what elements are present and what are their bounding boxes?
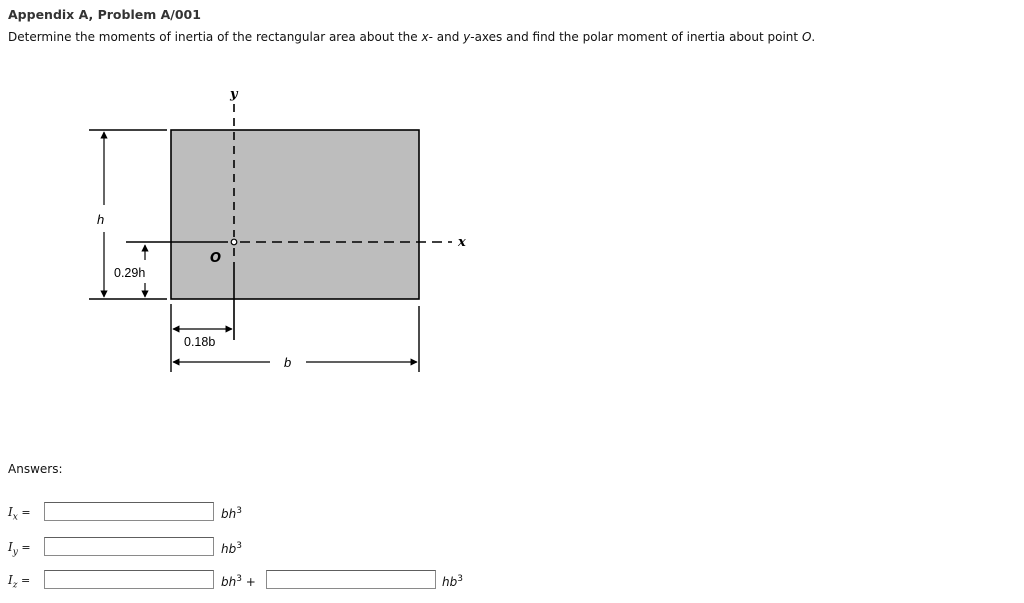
iz-unit1: [221, 574, 256, 589]
ix-letter: I: [8, 505, 13, 519]
label-018b: 0.18b: [184, 335, 216, 349]
origin-point: [231, 239, 237, 245]
desc-x: x: [421, 30, 429, 44]
desc-text-4: .: [811, 30, 816, 44]
ix-input[interactable]: [44, 502, 214, 521]
desc-text-3: -axes and find the polar moment of inertia about point: [470, 30, 802, 44]
iy-unit-exp: 3: [236, 541, 242, 551]
desc-y: y: [463, 30, 471, 44]
iy-unit-base: hb: [221, 542, 237, 556]
desc-text-2: - and: [428, 30, 464, 44]
ix-eq: =: [17, 506, 31, 519]
iz-eq: =: [17, 574, 31, 587]
label-b: b: [284, 355, 292, 370]
iy-unit: [221, 541, 242, 556]
label-x: x: [458, 235, 466, 250]
label-h: h: [97, 212, 105, 227]
iz-unit2: [442, 574, 463, 589]
iy-letter: I: [8, 540, 13, 554]
iz-unit1-base: bh: [221, 575, 237, 589]
iz-input-bh3[interactable]: [44, 570, 214, 589]
iz-unit2-exp: 3: [457, 574, 463, 584]
label-O: O: [210, 251, 222, 266]
answers-label: Answers:: [8, 462, 63, 476]
ix-unit: [221, 506, 242, 521]
rectangle-area: [171, 130, 419, 299]
iz-unit2-base: hb: [442, 575, 458, 589]
iy-eq: =: [17, 541, 31, 554]
iz-plus: +: [241, 575, 256, 589]
ix-unit-base: bh: [221, 507, 237, 521]
label-029h: 0.29h: [114, 266, 146, 280]
iz-letter: I: [8, 573, 13, 587]
iz-input-hb3[interactable]: [266, 570, 436, 589]
desc-text-1: Determine the moments of inertia of the rectangular area about the: [8, 30, 422, 44]
ix-sub: x: [12, 512, 18, 523]
iy-sub: y: [12, 547, 18, 558]
iy-symbol: [8, 540, 31, 557]
iz-symbol: [8, 573, 30, 590]
ix-unit-exp: 3: [236, 506, 242, 516]
iz-unit1-exp: 3: [236, 574, 242, 584]
iz-sub: z: [12, 580, 18, 591]
desc-point: O: [801, 30, 812, 44]
label-y: y: [230, 87, 238, 102]
iy-input[interactable]: [44, 537, 214, 556]
problem-title: Appendix A, Problem A/001: [8, 7, 201, 22]
ix-symbol: [8, 505, 31, 522]
